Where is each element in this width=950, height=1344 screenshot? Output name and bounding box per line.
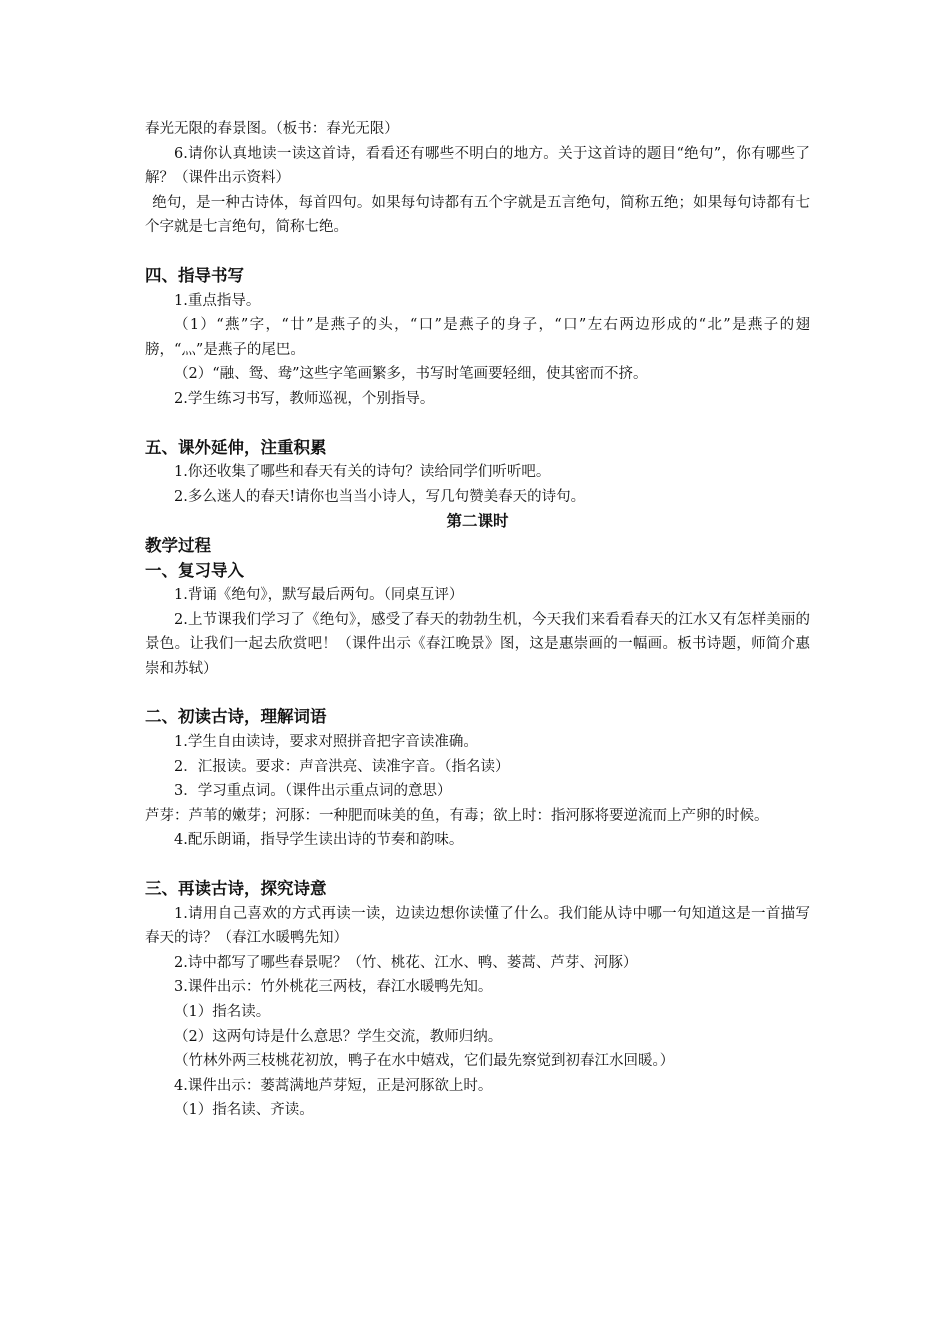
paragraph: 芦芽：芦苇的嫩芽；河豚：一种肥而味美的鱼，有毒；欲上时：指河豚将要逆流而上产卵的时候。 xyxy=(145,807,769,824)
paragraph: 3.课件出示：竹外桃花三两枝，春江水暖鸭先知。 xyxy=(174,979,493,996)
paragraph: 1.学生自由读诗，要求对照拼音把字音读准确。 xyxy=(174,734,478,751)
paragraph: 2.诗中都写了哪些春景呢？（竹、桃花、江水、鸭、蒌蒿、芦芽、河豚） xyxy=(174,954,638,971)
paragraph: （竹林外两三枝桃花初放，鸭子在水中嬉戏，它们最先察觉到初春江水回暖。） xyxy=(174,1053,675,1070)
paragraph: （1）指名读、齐读。 xyxy=(174,1102,314,1119)
paragraph: 2.学生练习书写，教师巡视，个别指导。 xyxy=(174,390,435,407)
paragraph: 4.课件出示：蒌蒿满地芦芽短，正是河豚欲上时。 xyxy=(174,1077,493,1094)
paragraph: （1）指名读。 xyxy=(174,1004,271,1020)
paragraph: （1）“燕”字，“廿”是燕子的头，“口”是燕子的身子，“口”左右两边形成的“北”是燕子的翅膀，“灬”是燕子的尾巴。 xyxy=(145,317,810,358)
paragraph: 6.请你认真地读一读这首诗，看看还有哪些不明白的地方。关于这首诗的题目“绝句”，你有哪些了解？（课件出示资料） xyxy=(145,145,810,187)
paragraph: 绝句，是一种古诗体，每首四句。如果每句诗都有五个字就是五言绝句，简称五绝；如果每句诗都有七个字就是七言绝句，简称七绝。 xyxy=(145,194,810,236)
paragraph: 2.多么迷人的春天!请你也当当小诗人，写几句赞美春天的诗句。 xyxy=(174,488,586,505)
section-heading: 四、指导书写 xyxy=(145,265,244,285)
paragraph: 春光无限的春景图。（板书：春光无限） xyxy=(145,121,399,137)
process-heading: 教学过程 xyxy=(145,535,211,555)
paragraph: 2．汇报读。要求：声音洪亮、读准字音。（指名读） xyxy=(174,758,510,775)
paragraph: 1.背诵《绝句》，默写最后两句。（同桌互评） xyxy=(174,587,464,604)
paragraph: 1.请用自己喜欢的方式再读一读，边读边想你读懂了什么。我们能从诗中哪一句知道这是一首描写春天的诗？（春江水暖鸭先知） xyxy=(145,905,810,947)
paragraph: 1.重点指导。 xyxy=(174,292,261,309)
paragraph: 3．学习重点词。（课件出示重点词的意思） xyxy=(174,783,452,800)
document-body xyxy=(145,117,810,1123)
section-heading: 三、再读古诗，探究诗意 xyxy=(145,879,327,899)
paragraph: （2）“融、鸳、鸯”这些字笔画繁多，书写时笔画要轻细，使其密而不挤。 xyxy=(174,366,648,383)
paragraph: 1.你还收集了哪些和春天有关的诗句？读给同学们听听吧。 xyxy=(174,464,551,481)
section-heading: 一、复习导入 xyxy=(145,560,244,580)
paragraph: （2）这两句诗是什么意思？学生交流，教师归纳。 xyxy=(174,1028,503,1045)
section-heading: 二、初读古诗，理解词语 xyxy=(145,707,327,727)
section-heading: 五、课外延伸，注重积累 xyxy=(145,437,327,457)
paragraph: 4.配乐朗诵，指导学生读出诗的节奏和韵味。 xyxy=(174,832,464,849)
paragraph: 2.上节课我们学习了《绝句》，感受了春天的勃勃生机，今天我们来看看春天的江水又有怎样美丽的景色。让我们一起去欣赏吧！（课件出示《春江晚景》图，这是惠崇画的一幅画。板书诗题，师简介惠崇和苏轼） xyxy=(145,611,810,677)
lesson-title: 第二课时 xyxy=(446,512,509,531)
